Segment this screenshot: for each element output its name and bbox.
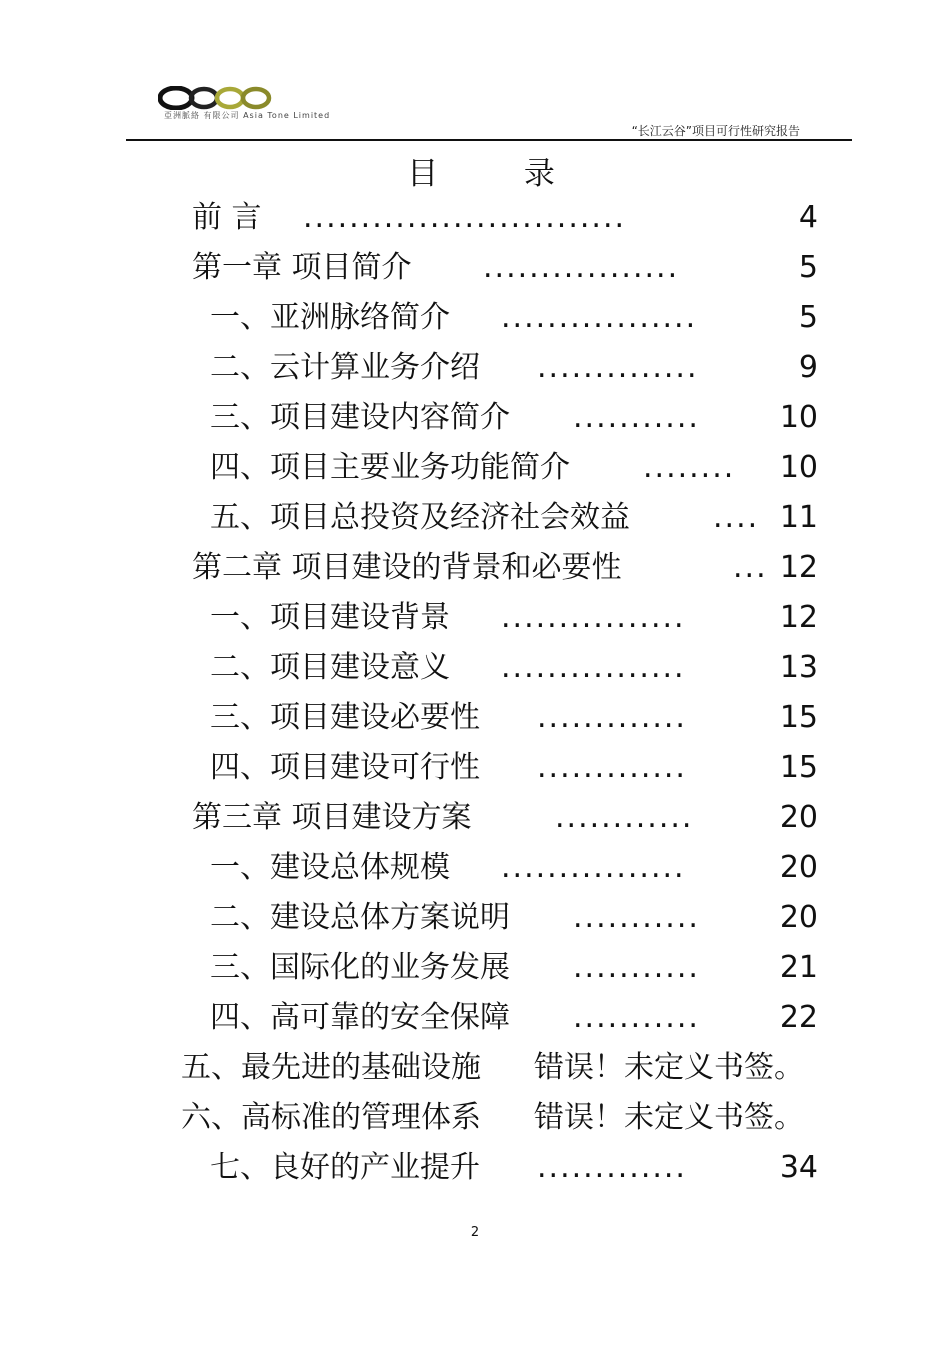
toc-entry[interactable] xyxy=(0,443,950,493)
toc-entry-leader: ........... xyxy=(573,400,700,435)
toc-heading: 目 录 xyxy=(407,156,593,192)
toc-entry-leader: .... xyxy=(713,500,760,535)
toc-entry-leader: ................. xyxy=(483,250,680,285)
toc-entry-bookmark-error: 错误！未定义书签。 xyxy=(534,1100,804,1135)
toc-entry[interactable] xyxy=(0,993,950,1043)
toc-entry-label: 第二章 项目建设的背景和必要性 xyxy=(192,550,622,585)
logo-tagline: 亞洲脈絡 有限公司 Asia Tone Limited xyxy=(164,111,331,120)
toc-entry-label: 五、最先进的基础设施 xyxy=(181,1050,481,1085)
toc-entry[interactable] xyxy=(0,793,950,843)
toc-entry-label: 四、高可靠的安全保障 xyxy=(210,1000,510,1035)
toc-entry-page: 4 xyxy=(798,200,818,235)
toc-entry-page: 20 xyxy=(779,800,818,835)
toc-entry-leader: ............ xyxy=(555,800,694,835)
logo-mark-icon xyxy=(158,86,280,110)
toc-entry-label: 二、项目建设意义 xyxy=(210,650,450,685)
table-of-contents xyxy=(0,193,950,1193)
toc-entry[interactable] xyxy=(0,343,950,393)
toc-entry-page: 15 xyxy=(779,750,818,785)
toc-entry[interactable] xyxy=(0,593,950,643)
toc-entry-label: 七、良好的产业提升 xyxy=(210,1150,480,1185)
toc-entry[interactable] xyxy=(0,1043,950,1093)
header-divider xyxy=(126,139,852,141)
toc-entry-label: 五、项目总投资及经济社会效益 xyxy=(210,500,630,535)
toc-entry-leader: ........... xyxy=(573,900,700,935)
toc-entry[interactable] xyxy=(0,1093,950,1143)
toc-entry-leader: ............................ xyxy=(303,200,627,235)
toc-entry-page: 13 xyxy=(779,650,818,685)
toc-entry-label: 二、云计算业务介绍 xyxy=(210,350,480,385)
toc-entry[interactable] xyxy=(0,193,950,243)
toc-entry-leader: ................ xyxy=(501,650,686,685)
toc-entry-label: 前 言 xyxy=(192,200,262,235)
toc-entry[interactable] xyxy=(0,693,950,743)
toc-entry-page: 10 xyxy=(779,450,818,485)
toc-entry-page: 5 xyxy=(798,250,818,285)
toc-entry-label: 三、国际化的业务发展 xyxy=(210,950,510,985)
toc-entry[interactable] xyxy=(0,893,950,943)
toc-entry-label: 四、项目主要业务功能简介 xyxy=(210,450,570,485)
toc-entry-page: 12 xyxy=(779,550,818,585)
toc-entry-page: 20 xyxy=(779,850,818,885)
toc-entry[interactable] xyxy=(0,293,950,343)
toc-entry-label: 四、项目建设可行性 xyxy=(210,750,480,785)
toc-entry-page: 20 xyxy=(779,900,818,935)
toc-entry[interactable] xyxy=(0,1143,950,1193)
toc-entry-label: 一、亚洲脉络简介 xyxy=(210,300,450,335)
toc-entry-page: 34 xyxy=(779,1150,818,1185)
toc-entry-label: 三、项目建设内容简介 xyxy=(210,400,510,435)
toc-entry-label: 一、建设总体规模 xyxy=(210,850,450,885)
toc-entry-page: 15 xyxy=(779,700,818,735)
toc-entry-label: 一、项目建设背景 xyxy=(210,600,450,635)
toc-entry-leader: ........ xyxy=(643,450,736,485)
toc-entry-leader: ................ xyxy=(501,600,686,635)
toc-entry[interactable] xyxy=(0,243,950,293)
toc-entry[interactable] xyxy=(0,493,950,543)
toc-entry-leader: ............. xyxy=(537,750,687,785)
toc-entry-label: 第一章 项目简介 xyxy=(192,250,412,285)
toc-entry-bookmark-error: 错误！未定义书签。 xyxy=(534,1050,804,1085)
toc-entry-leader: ........... xyxy=(573,1000,700,1035)
toc-entry[interactable] xyxy=(0,393,950,443)
toc-entry[interactable] xyxy=(0,743,950,793)
toc-entry-leader: ........... xyxy=(573,950,700,985)
toc-entry[interactable] xyxy=(0,643,950,693)
toc-entry-label: 二、建设总体方案说明 xyxy=(210,900,510,935)
toc-entry-page: 21 xyxy=(779,950,818,985)
toc-entry-leader: ................ xyxy=(501,850,686,885)
toc-entry-leader: ................. xyxy=(501,300,698,335)
toc-entry[interactable] xyxy=(0,843,950,893)
toc-entry-page: 12 xyxy=(779,600,818,635)
toc-entry-page: 22 xyxy=(779,1000,818,1035)
toc-entry-page: 5 xyxy=(798,300,818,335)
toc-entry-label: 三、项目建设必要性 xyxy=(210,700,480,735)
toc-entry-label: 六、高标准的管理体系 xyxy=(181,1100,481,1135)
toc-entry-leader: ... xyxy=(733,550,768,585)
toc-entry-leader: ............. xyxy=(537,1150,687,1185)
toc-entry-leader: .............. xyxy=(537,350,699,385)
toc-entry[interactable] xyxy=(0,543,950,593)
toc-entry-leader: ............. xyxy=(537,700,687,735)
toc-entry-page: 10 xyxy=(779,400,818,435)
toc-entry-page: 11 xyxy=(779,500,818,535)
toc-entry[interactable] xyxy=(0,943,950,993)
document-title: “长江云谷”项目可行性研究报告 xyxy=(631,124,800,138)
page-number: 2 xyxy=(470,1225,480,1240)
toc-entry-page: 9 xyxy=(798,350,818,385)
toc-entry-label: 第三章 项目建设方案 xyxy=(192,800,472,835)
